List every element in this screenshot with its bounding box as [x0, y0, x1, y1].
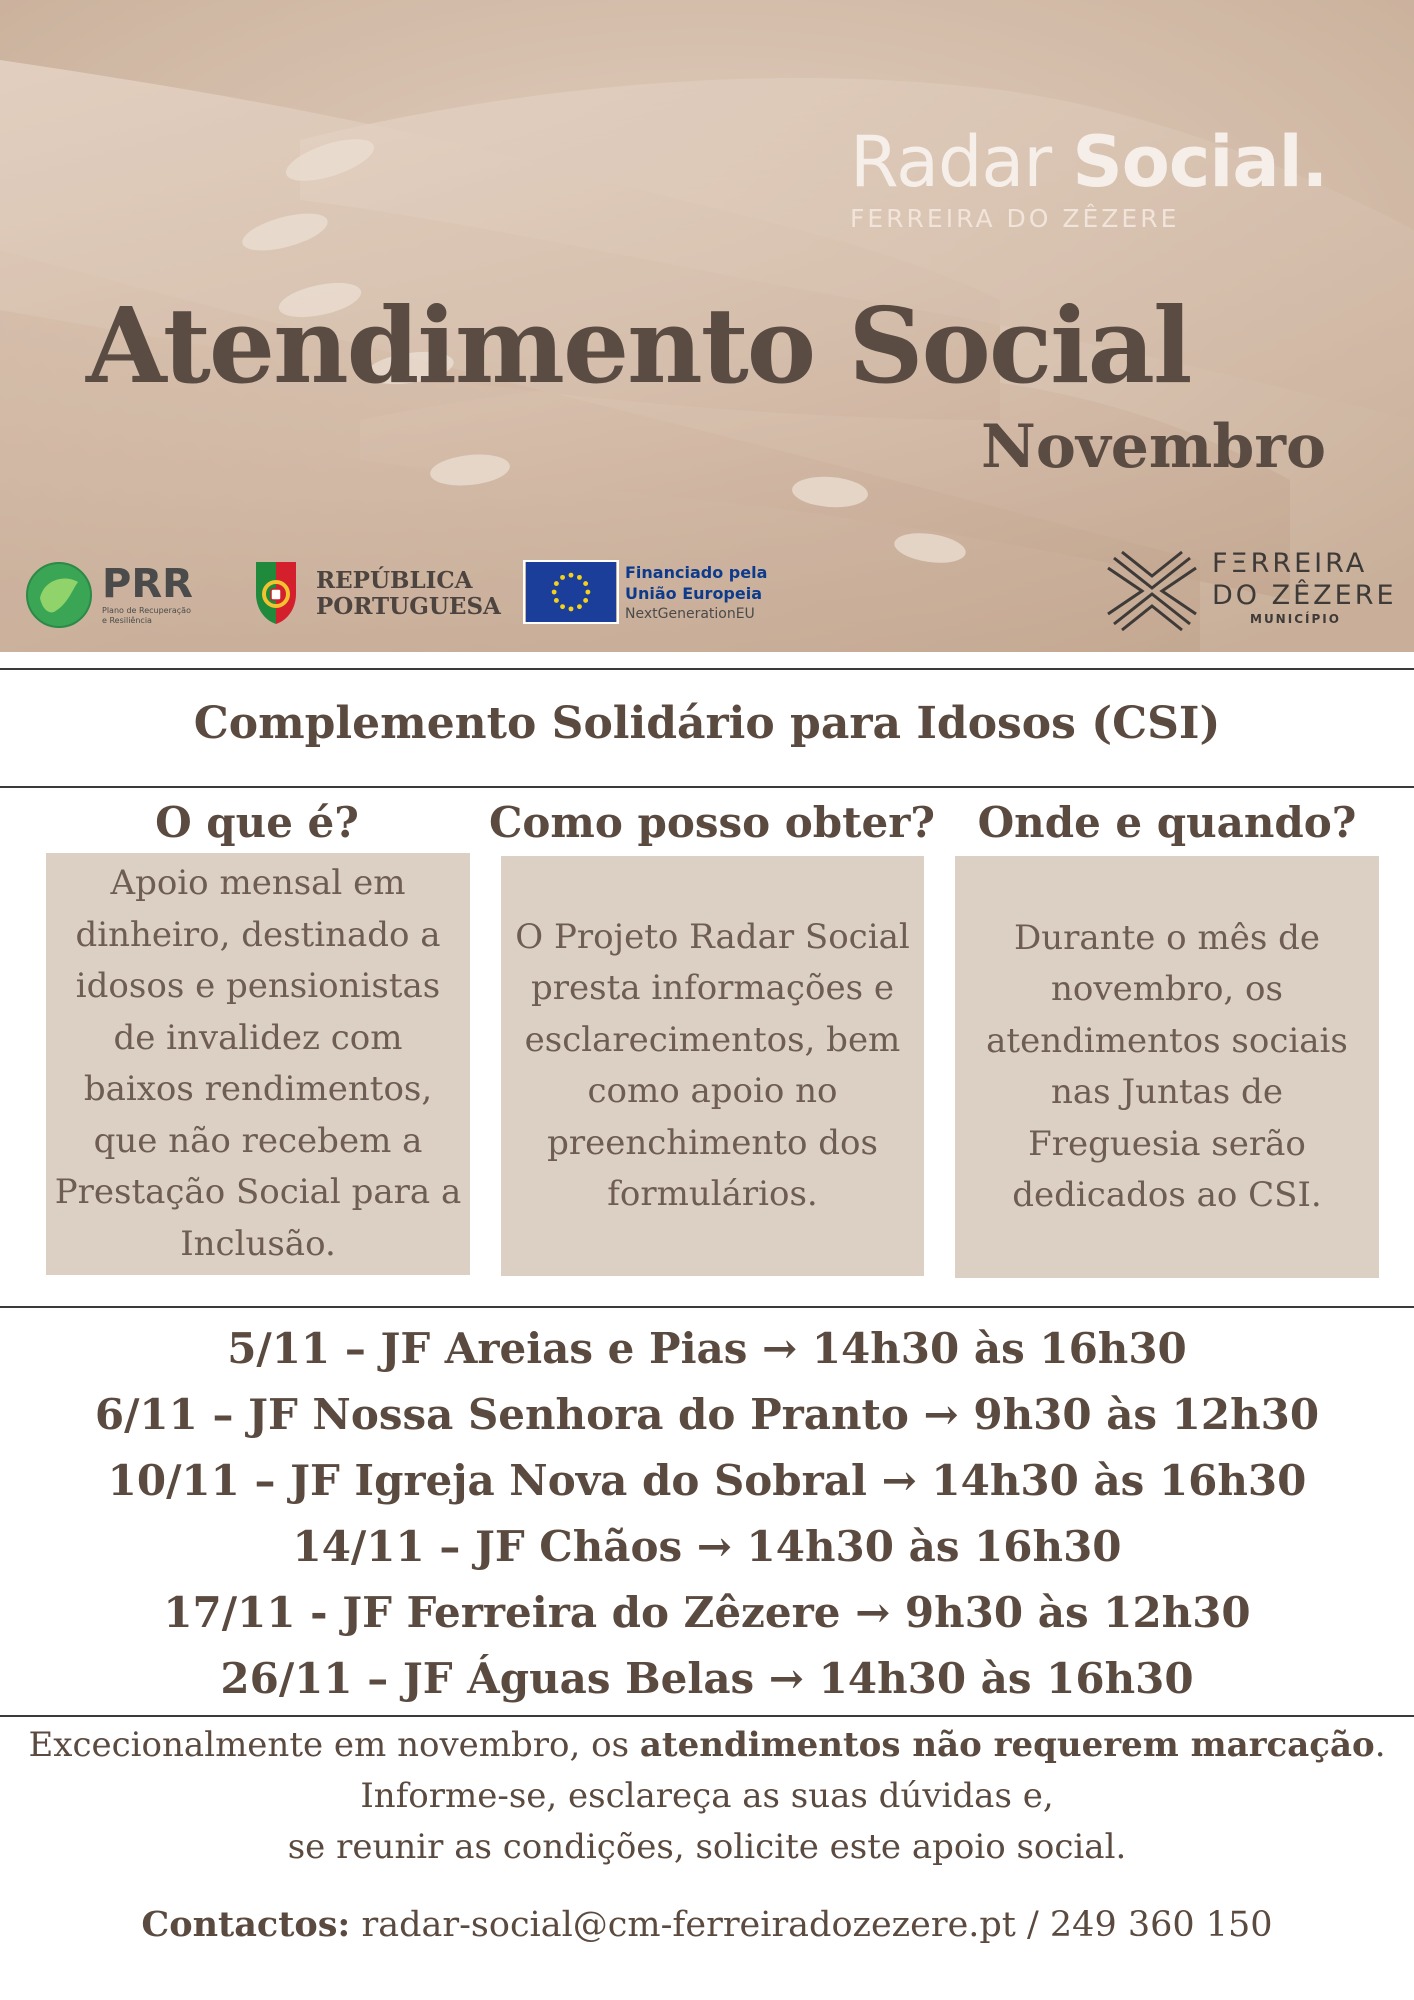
- schedule-row: 5/11 – JF Areias e Pias → 14h30 às 16h30: [227, 1324, 1187, 1373]
- schedule-row: 6/11 – JF Nossa Senhora do Pranto → 9h30 às 12h30: [94, 1390, 1320, 1439]
- fz-line-3: MUNICÍPIO: [1250, 612, 1341, 626]
- info-box-how: [501, 856, 924, 1276]
- prr-leaf-icon: [24, 560, 94, 630]
- prr-title: PRR: [102, 561, 193, 607]
- column-heading-what: O que é?: [155, 798, 359, 847]
- portugal-flag-icon: [250, 558, 302, 628]
- eu-line-2: União Europeia: [625, 584, 763, 603]
- sponsor-logos: [0, 548, 1414, 638]
- divider-3: [0, 1306, 1414, 1308]
- section-title: Complemento Solidário para Idosos (CSI): [193, 698, 1221, 749]
- brand-title-bold: Social.: [1072, 121, 1328, 203]
- republica-portuguesa-logo: [250, 558, 510, 628]
- note-part-2: . Informe-se, esclareça as suas dúvidas e,: [360, 1725, 1386, 1816]
- eu-flag-icon: [523, 560, 619, 624]
- note-paragraph: [0, 1720, 1414, 1873]
- schedule-list: [0, 1316, 1414, 1712]
- schedule-row: 10/11 – JF Igreja Nova do Sobral → 14h30 às 16h30: [107, 1456, 1307, 1505]
- page-title: Atendimento Social: [86, 284, 1191, 407]
- rp-line-2: PORTUGUESA: [316, 593, 501, 620]
- rp-line-1: REPÚBLICA: [316, 567, 473, 594]
- hero-banner: [0, 0, 1414, 652]
- eu-line-1: Financiado pela: [625, 563, 768, 582]
- contacts-label: Contactos:: [141, 1904, 351, 1945]
- divider-4: [0, 1715, 1414, 1717]
- prr-subtitle-1: Plano de Recuperação: [102, 606, 191, 615]
- column-heading-where: Onde e quando?: [977, 798, 1357, 847]
- fz-line-2: DO ZÊZERE: [1212, 580, 1397, 611]
- info-box-where-text: Durante o mês de novembro, os atendimentos sociais nas Juntas de Freguesia serão dedicados ao CSI.: [986, 917, 1348, 1215]
- schedule-row: 17/11 - JF Ferreira do Zêzere → 9h30 às 12h30: [163, 1588, 1251, 1637]
- brand-title-light: Radar: [850, 121, 1073, 203]
- ferreira-do-zezere-logo: [1104, 548, 1404, 638]
- prr-subtitle-2: e Resiliência: [102, 616, 152, 625]
- divider-2: [0, 786, 1414, 788]
- note-part-1: Excecionalmente em novembro, os: [28, 1725, 640, 1765]
- eu-line-3: NextGenerationEU: [625, 606, 755, 622]
- municipio-emblem-icon: [1104, 548, 1200, 634]
- page-month: Novembro: [981, 412, 1326, 482]
- divider-1: [0, 668, 1414, 670]
- info-box-where: [955, 856, 1379, 1278]
- brand-subtitle: FERREIRA DO ZÊZERE: [850, 204, 1180, 233]
- brand-title: [850, 122, 1380, 202]
- note-part-3: se reunir as condições, solicite este apoio social.: [287, 1827, 1127, 1867]
- schedule-row: 26/11 – JF Águas Belas → 14h30 às 16h30: [220, 1654, 1194, 1703]
- contacts-value: radar-social@cm-ferreiradozezere.pt / 249 360 150: [350, 1905, 1273, 1945]
- fz-line-1: FΞRREIRA: [1212, 548, 1368, 579]
- info-box-what: [46, 853, 470, 1275]
- info-box-how-text: O Projeto Radar Social presta informações e esclarecimentos, bem como apoio no preenchimento dos formulários.: [515, 916, 910, 1214]
- schedule-row: 14/11 – JF Chãos → 14h30 às 16h30: [292, 1522, 1122, 1571]
- radar-social-brand: [850, 122, 1380, 233]
- eu-funding-logo: [523, 556, 783, 628]
- info-box-what-text: Apoio mensal em dinheiro, destinado a idosos e pensionistas de invalidez com baixos rendimentos, que não recebem a Prestação Social para a Inclusão.: [54, 863, 462, 1264]
- prr-logo: [24, 560, 234, 630]
- contacts-line: [0, 1904, 1414, 1945]
- column-heading-how: Como posso obter?: [488, 798, 936, 847]
- note-bold: atendimentos não requerem marcação: [639, 1725, 1375, 1765]
